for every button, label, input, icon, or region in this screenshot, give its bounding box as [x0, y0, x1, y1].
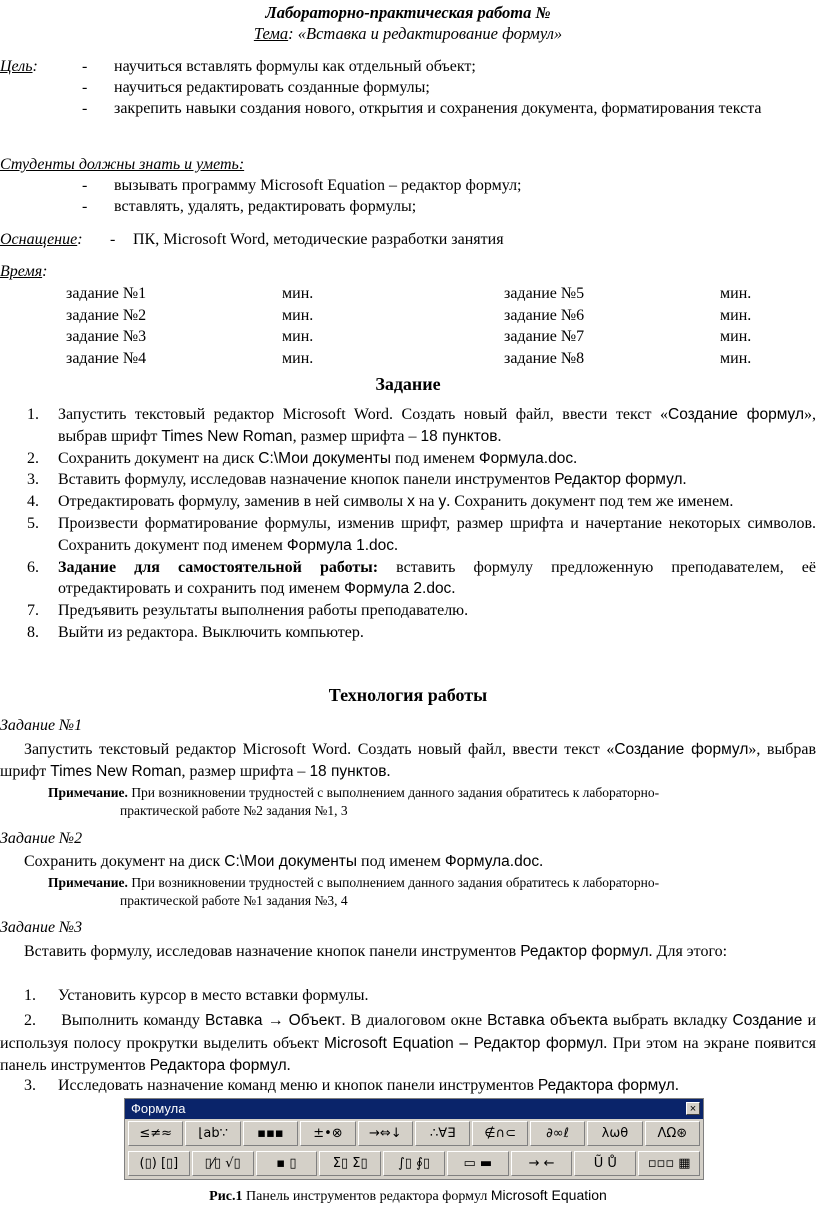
relations-palette-button[interactable]: ≤≠≈	[128, 1121, 183, 1146]
integral-templates-button[interactable]: ∫▯ ∮▯	[383, 1151, 445, 1176]
technology-heading: Технология работы	[328, 685, 488, 705]
goal-item: - научиться редактировать созданные формулы;	[82, 78, 816, 99]
logic-palette-button[interactable]: ∴∀∃	[415, 1121, 470, 1146]
goal-item: - закрепить навыки создания нового, открытия и сохранения документа, форматирования текста	[82, 99, 816, 120]
goal-list	[82, 57, 816, 119]
assignment-item: 2. Сохранить документ на диск C:\Мои документы под именем Формула.doc.	[27, 449, 578, 467]
goal-item: - научиться вставлять формулы как отдельный объект;	[82, 57, 816, 78]
task1-note: Примечание. При возникновении трудностей с выполнением данного задания обратитесь к лабораторно- практической работе №2 задания №1, 3	[48, 785, 660, 818]
fraction-radical-templates-button[interactable]: ▯⁄▯ √▯	[192, 1151, 254, 1176]
task1-label: Задание №1	[0, 717, 83, 734]
toolbar-title: Формула	[131, 1101, 186, 1116]
operators-palette-button[interactable]: ±•⊗	[300, 1121, 355, 1146]
skills-item: - вставлять, удалять, редактировать формулы;	[82, 197, 816, 218]
task2-note: Примечание. При возникновении трудностей с выполнением данного задания обратитесь к лабораторно- практической работе №1 задания №3, 4	[48, 875, 660, 908]
goal-label: Цель:	[0, 58, 38, 75]
matrix-templates-button[interactable]: ▫▫▫ ▦	[638, 1151, 700, 1176]
document-title: Лабораторно-практическая работа №	[265, 3, 551, 22]
time-row: задание №2 мин. задание №6 мин.	[66, 306, 752, 324]
set-theory-palette-button[interactable]: ∉∩⊂	[472, 1121, 527, 1146]
misc-symbols-palette-button[interactable]: ∂∞ℓ	[530, 1121, 585, 1146]
assignment-item: 6. Задание для самостоятельной работы: вставить формулу предложенную преподавателем, её отредактировать и сохранить под именем Формула 2.doc.	[27, 558, 816, 598]
time-row: задание №4 мин. задание №8 мин.	[66, 349, 752, 367]
time-table	[66, 284, 766, 370]
summation-templates-button[interactable]: Σ▯ Σ▯	[319, 1151, 381, 1176]
bar-templates-button[interactable]: ▭ ▬	[447, 1151, 509, 1176]
greek-uppercase-palette-button[interactable]: ΛΩ⊛	[645, 1121, 700, 1146]
assignment-item: 8. Выйти из редактора. Выключить компьютер.	[27, 623, 364, 641]
theme-text: : «Вставка и редактирование формул»	[288, 24, 563, 43]
assignment-item: 4. Отредактировать формулу, заменив в ней символы х на у. Сохранить документ под тем же именем.	[27, 493, 734, 511]
fence-templates-button[interactable]: (▯) [▯]	[128, 1151, 190, 1176]
theme-label: Тема	[253, 24, 289, 43]
products-templates-button[interactable]: Ũ Ů	[574, 1151, 636, 1176]
assignment-item: 3. Вставить формулу, исследовав назначение кнопок панели инструментов Редактор формул.	[27, 471, 687, 489]
close-icon[interactable]: ×	[686, 1102, 700, 1115]
task2-text: Сохранить документ на диск C:\Мои документы под именем Формула.doc.	[24, 853, 544, 870]
spaces-ellipses-palette-button[interactable]: ⌊ab∵	[185, 1121, 240, 1146]
embellishments-palette-button[interactable]: ▪▪▪	[243, 1121, 298, 1146]
time-label: Время:	[0, 263, 48, 280]
equipment-text: ПК, Microsoft Word, методические разработки занятия	[133, 231, 504, 248]
greek-lowercase-palette-button[interactable]: λωθ	[587, 1121, 642, 1146]
arrows-palette-button[interactable]: →⇔↓	[358, 1121, 413, 1146]
skills-list	[82, 176, 816, 218]
skills-label: Студенты должны знать и уметь:	[0, 156, 245, 173]
labeled-arrow-templates-button[interactable]: → ←	[511, 1151, 573, 1176]
task3-label: Задание №3	[0, 919, 83, 936]
script-templates-button[interactable]: ▪ ▯	[256, 1151, 318, 1176]
assignment-item: 5. Произвести форматирование формулы, изменив шрифт, размер шрифта и начертание некоторых символов. Сохранить документ под именем Формула 1.doc.	[27, 514, 816, 554]
equipment-dash: -	[110, 231, 116, 248]
task3-step-2: 2. Выполнить команду Вставка → Объект. В диалоговом окне Вставка объекта выбрать вкладку Создание и используя полосу прокрутки выделить объект Microsoft Equation – Редактор формул. При этом на экране появится панель инструментов Редактора формул.	[0, 1012, 816, 1074]
task2-label: Задание №2	[0, 830, 83, 847]
time-row: задание №3 мин. задание №7 мин.	[66, 328, 752, 345]
document-theme	[0, 23, 816, 44]
task1-text: Запустить текстовый редактор Microsoft Word. Создать новый файл, ввести текст «Создание формул», выбрав шрифт Times New Roman, размер шрифта – 18 пунктов.	[0, 741, 816, 780]
equation-toolbar	[124, 1098, 704, 1180]
toolbar-titlebar	[125, 1099, 703, 1119]
assignment-heading: Задание	[375, 374, 441, 394]
toolbar-symbols-row	[125, 1119, 703, 1149]
toolbar-templates-row	[125, 1149, 703, 1179]
equipment-label: Оснащение:	[0, 231, 83, 248]
assignment-item: 7. Предъявить результаты выполнения работы преподавателю.	[27, 602, 469, 620]
skills-item: - вызывать программу Microsoft Equation – редактор формул;	[82, 176, 816, 197]
document-page: Лабораторно-практическая работа № Тема: «Вставка и редактирование формул» Цель: - научиться вставлять формулы как отдельный объект; - научиться редактировать созданные формулы; - закрепить навыки создания нового, открытия и сохранения документа, форматирования текста Студенты должны знать и уметь: - вызывать программу Microsoft Equation – редактор формул; - вставлять, удалять, редактировать формулы; Оснащение: - ПК, Microsoft Word, методические разработки занятия Время: задание №1 мин. задание №5 мин. задание №2 мин. задание №6 мин. задание №3 мин. задание №7 мин. задание №4 мин. задание №8 мин. Задание 1. Запустить текстовый редактор Microsoft Word. Создать новый файл, ввести текст «Создание формул», выбрав шрифт Times New Roman, размер шрифта – 18 пунктов. 2. Сохранить документ на диск C:\Мои документы под именем Формула.doc. 3. Вставить формулу, исследовав назначение кнопок панели инструментов Редактор формул. 4. Отредактировать формулу, заменив в ней символы х на у. Сохранить документ под тем же именем. 5. Произвести форматирование формулы, изменив шрифт, размер шрифта и начертание некоторых символов. Сохранить документ под именем Формула 1.doc. 6. Задание для самостоятельной работы: вставить формулу предложенную преподавателем, её отредактировать и сохранить под именем Формула 2.doc. 7. Предъявить результаты выполнения работы преподавателю. 8. Выйти из редактора. Выключить компьютер. Технология работы Задание №1 Запустить текстовый редактор Microsoft Word. Создать новый файл, ввести текст «Создание формул», выбрав шрифт Times New Roman, размер шрифта – 18 пунктов. Примечание. При возникновении трудностей с выполнением данного задания обратитесь к лабораторно- практической работе №2 задания №1, 3 Задание №2 Сохранить документ на диск C:\Мои документы под именем Формула.doc. Примечание. При возникновении трудностей с выполнением данного задания обратитесь к лабораторно- практической работе №1 задания №3, 4 Задание №3 Вставить формулу, исследовав назначение кнопок панели инструментов Редактор формул. Для этого: 1. Установить курсор в место вставки формулы. 2. Выполнить команду Вставка → Объект. В диалоговом окне Вставка объекта выбрать вкладку Создание и используя полосу прокрутки выделить объект Microsoft Equation – Редактор формул. При этом на экране появится панель инструментов Редактора формул. 3. Исследовать назначение команд меню и кнопок панели инструментов Редактора формул. Формула × ≤≠≈ ⌊ab∵ ▪▪▪ ±•⊗ →⇔↓ ∴∀∃ ∉∩⊂ ∂∞ℓ λωθ ΛΩ⊛ (▯) [▯] ▯⁄▯ √▯ ▪ ▯ Σ▯ Σ▯ ∫▯ ∮▯ ▭ ▬ → ← Ũ Ů ▫▫▫ ▦ Рис.1 Панель инструментов редактора формул Microsoft Equation	[0, 0, 816, 1220]
task3-text: Вставить формулу, исследовав назначение кнопок панели инструментов Редактор формул. Для этого:	[24, 943, 728, 960]
assignment-list	[0, 404, 816, 644]
figure-caption: Рис.1 Панель инструментов редактора формул Microsoft Equation	[209, 1187, 607, 1204]
time-row: задание №1 мин. задание №5 мин.	[66, 285, 752, 302]
assignment-item: 1. Запустить текстовый редактор Microsoft Word. Создать новый файл, ввести текст «Создание формул», выбрав шрифт Times New Roman, размер шрифта – 18 пунктов.	[27, 406, 816, 445]
